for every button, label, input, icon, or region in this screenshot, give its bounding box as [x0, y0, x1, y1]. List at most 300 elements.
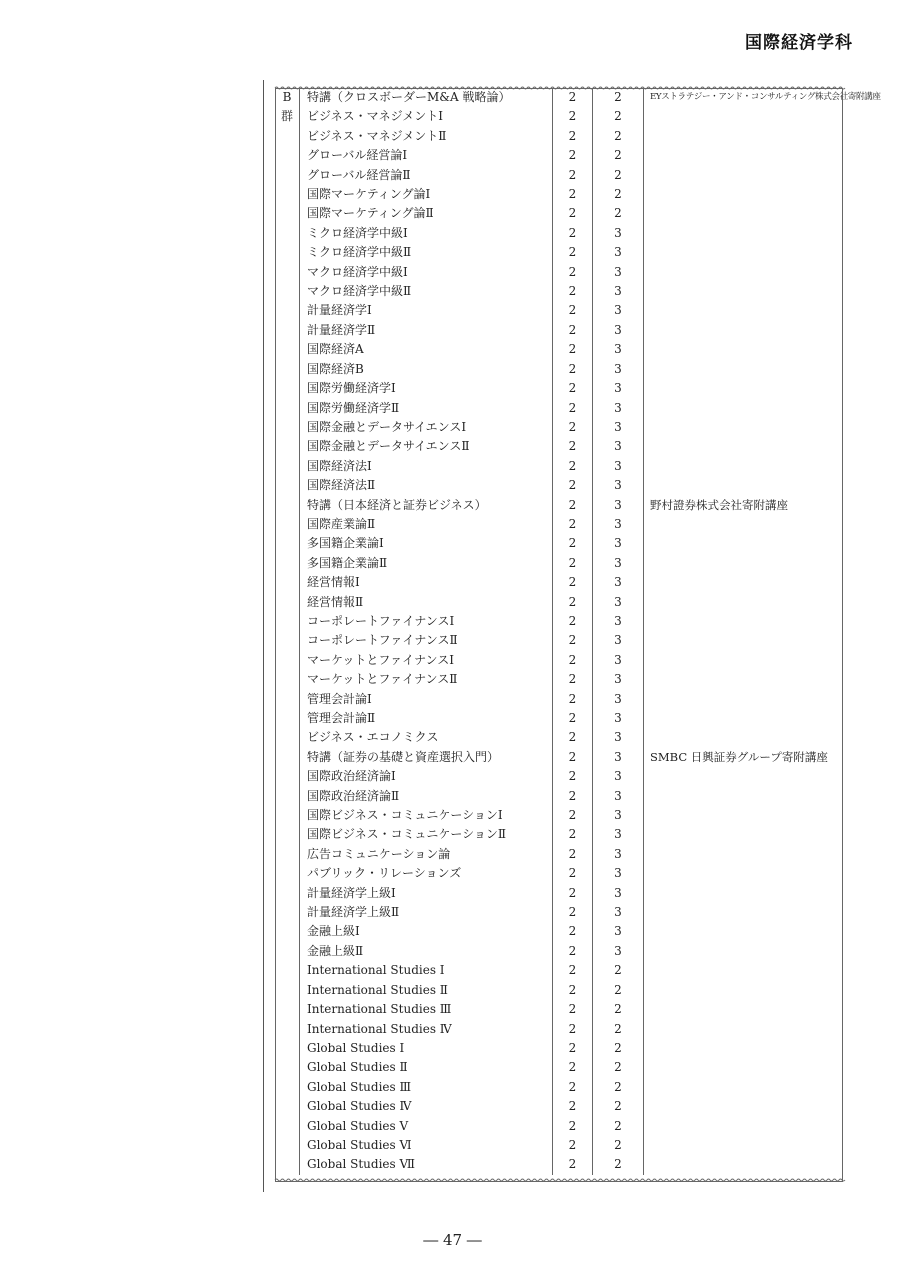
group-cell [275, 496, 300, 515]
year-value: 3 [593, 670, 644, 689]
course-name: 特講（日本経済と証券ビジネス） [300, 496, 553, 515]
credits-value: 2 [553, 922, 593, 941]
course-name: International Studies Ⅰ [300, 961, 553, 980]
year-value: 3 [593, 340, 644, 359]
credits-value: 2 [553, 515, 593, 534]
course-note [644, 787, 844, 806]
table-row [275, 884, 843, 903]
credits-value: 2 [553, 864, 593, 883]
table-row [275, 922, 843, 941]
credits-value: 2 [553, 496, 593, 515]
course-note [644, 961, 844, 980]
year-value: 2 [593, 107, 644, 126]
course-name: 経営情報Ⅱ [300, 593, 553, 612]
course-name: マクロ経済学中級Ⅰ [300, 263, 553, 282]
table-row [275, 418, 843, 437]
table-row [275, 1136, 843, 1155]
course-note [644, 942, 844, 961]
credits-value: 2 [553, 301, 593, 320]
year-value: 2 [593, 1136, 644, 1155]
credits-value: 2 [553, 321, 593, 340]
course-name: Global Studies Ⅳ [300, 1097, 553, 1116]
year-value: 2 [593, 981, 644, 1000]
table-row [275, 690, 843, 709]
group-cell [275, 884, 300, 903]
table-row [275, 845, 843, 864]
credits-value: 2 [553, 146, 593, 165]
course-note [644, 224, 844, 243]
year-value: 3 [593, 437, 644, 456]
table-row [275, 146, 843, 165]
course-note [644, 1097, 844, 1116]
group-cell [275, 418, 300, 437]
group-cell [275, 1097, 300, 1116]
year-value: 3 [593, 593, 644, 612]
group-cell [275, 127, 300, 146]
course-note [644, 612, 844, 631]
course-note [644, 243, 844, 262]
group-cell [275, 166, 300, 185]
course-name: グローバル経営論Ⅰ [300, 146, 553, 165]
course-note: SMBC 日興証券グループ寄附講座 [650, 749, 828, 764]
credits-value: 2 [553, 787, 593, 806]
course-note [644, 321, 844, 340]
credits-value: 2 [553, 224, 593, 243]
table-row [275, 864, 843, 883]
course-note [644, 1000, 844, 1019]
course-name: 国際経済法Ⅱ [300, 476, 553, 495]
course-name: International Studies Ⅱ [300, 981, 553, 1000]
credits-value: 2 [553, 534, 593, 553]
group-cell [275, 806, 300, 825]
group-cell [275, 1155, 300, 1174]
group-cell [275, 554, 300, 573]
year-value: 2 [593, 166, 644, 185]
course-note [644, 922, 844, 941]
course-name: 国際労働経済学Ⅱ [300, 399, 553, 418]
table-row [275, 728, 843, 747]
group-cell [275, 379, 300, 398]
table-row [275, 1117, 843, 1136]
course-name: 国際産業論Ⅱ [300, 515, 553, 534]
year-value: 2 [593, 1097, 644, 1116]
page-number: ― 47 ― [423, 1231, 482, 1249]
year-value: 3 [593, 825, 644, 844]
course-name: コーポレートファイナンスⅠ [300, 612, 553, 631]
table-row [275, 360, 843, 379]
table-row [275, 709, 843, 728]
credits-value: 2 [553, 1078, 593, 1097]
year-value: 2 [593, 1020, 644, 1039]
table-row [275, 1097, 843, 1116]
course-name: ビジネス・マネジメントⅠ [300, 107, 553, 126]
table-row [275, 1078, 843, 1097]
year-value: 2 [593, 127, 644, 146]
course-name: 管理会計論Ⅱ [300, 709, 553, 728]
course-name: 経営情報Ⅰ [300, 573, 553, 592]
credits-value: 2 [553, 903, 593, 922]
table-row [275, 612, 843, 631]
group-cell [275, 670, 300, 689]
course-note [644, 340, 844, 359]
course-note [644, 379, 844, 398]
group-cell [275, 457, 300, 476]
course-note [644, 670, 844, 689]
course-note [644, 728, 844, 747]
credits-value: 2 [553, 709, 593, 728]
course-name: 国際経済B [300, 360, 553, 379]
group-cell [275, 845, 300, 864]
course-name: Global Studies Ⅵ [300, 1136, 553, 1155]
course-note [644, 864, 844, 883]
group-cell [275, 922, 300, 941]
group-cell [275, 1078, 300, 1097]
year-value: 3 [593, 864, 644, 883]
group-cell [275, 1136, 300, 1155]
table-row [275, 457, 843, 476]
table-row [275, 379, 843, 398]
group-cell [275, 961, 300, 980]
credits-value: 2 [553, 593, 593, 612]
group-cell [275, 1117, 300, 1136]
course-note [644, 399, 844, 418]
credits-value: 2 [553, 612, 593, 631]
course-name: Global Studies Ⅱ [300, 1058, 553, 1077]
group-cell [275, 728, 300, 747]
credits-value: 2 [553, 476, 593, 495]
credits-value: 2 [553, 767, 593, 786]
course-note [644, 825, 844, 844]
course-name: マクロ経済学中級Ⅱ [300, 282, 553, 301]
year-value: 3 [593, 573, 644, 592]
credits-value: 2 [553, 806, 593, 825]
course-note [644, 437, 844, 456]
credits-value: 2 [553, 1020, 593, 1039]
year-value: 3 [593, 728, 644, 747]
credits-value: 2 [553, 728, 593, 747]
course-note [644, 515, 844, 534]
course-note [644, 573, 844, 592]
credits-value: 2 [553, 981, 593, 1000]
group-cell [275, 748, 300, 767]
course-name: 国際マーケティング論Ⅱ [300, 204, 553, 223]
group-cell [275, 107, 300, 126]
table-row [275, 554, 843, 573]
course-table-grid [275, 88, 881, 1175]
table-row [275, 631, 843, 650]
group-cell [275, 224, 300, 243]
course-note [644, 554, 844, 573]
credits-value: 2 [553, 1039, 593, 1058]
course-name: ビジネス・マネジメントⅡ [300, 127, 553, 146]
course-note [644, 476, 844, 495]
credits-value: 2 [553, 263, 593, 282]
credits-value: 2 [553, 573, 593, 592]
year-value: 3 [593, 224, 644, 243]
group-cell [275, 825, 300, 844]
group-cell [275, 263, 300, 282]
course-note [644, 1117, 844, 1136]
course-name: 計量経済学上級Ⅱ [300, 903, 553, 922]
table-row [275, 1155, 843, 1174]
course-note [644, 690, 844, 709]
wavy-bottom-edge [275, 1177, 843, 1183]
year-value: 3 [593, 709, 644, 728]
group-cell [275, 981, 300, 1000]
credits-value: 2 [553, 690, 593, 709]
course-note [644, 166, 844, 185]
group-cell [275, 593, 300, 612]
course-name: 国際経済法Ⅰ [300, 457, 553, 476]
year-value: 3 [593, 379, 644, 398]
course-name: 国際金融とデータサイエンスⅡ [300, 437, 553, 456]
table-row [275, 825, 843, 844]
table-row [275, 806, 843, 825]
table-row [275, 476, 843, 495]
course-note [644, 593, 844, 612]
course-name: 国際ビジネス・コミュニケーションⅠ [300, 806, 553, 825]
credits-value: 2 [553, 961, 593, 980]
year-value: 2 [593, 1058, 644, 1077]
group-cell [275, 534, 300, 553]
group-cell [275, 301, 300, 320]
table-row [275, 263, 843, 282]
table-row [275, 1058, 843, 1077]
year-value: 3 [593, 845, 644, 864]
year-value: 3 [593, 748, 644, 767]
course-note [644, 127, 844, 146]
year-value: 3 [593, 534, 644, 553]
credits-value: 2 [553, 631, 593, 650]
credits-value: 2 [553, 670, 593, 689]
credits-value: 2 [553, 651, 593, 670]
course-name: International Studies Ⅲ [300, 1000, 553, 1019]
group-cell [275, 942, 300, 961]
credits-value: 2 [553, 360, 593, 379]
year-value: 3 [593, 806, 644, 825]
credits-value: 2 [553, 166, 593, 185]
credits-value: 2 [553, 1155, 593, 1174]
group-cell [275, 787, 300, 806]
course-note [644, 534, 844, 553]
course-note [644, 806, 844, 825]
table-row [275, 166, 843, 185]
table-row [275, 767, 843, 786]
table-row [275, 224, 843, 243]
year-value: 3 [593, 476, 644, 495]
group-cell [275, 612, 300, 631]
year-value: 3 [593, 457, 644, 476]
table-row [275, 903, 843, 922]
group-cell [275, 437, 300, 456]
course-name: International Studies Ⅳ [300, 1020, 553, 1039]
course-note [644, 845, 844, 864]
group-cell [275, 282, 300, 301]
course-note [644, 1136, 844, 1155]
course-table [275, 88, 881, 1175]
year-value: 3 [593, 612, 644, 631]
group-cell [275, 1000, 300, 1019]
course-name: 特講（証券の基礎と資産選択入門） [300, 748, 553, 767]
year-value: 3 [593, 942, 644, 961]
course-note [644, 884, 844, 903]
table-row [275, 534, 843, 553]
course-note [644, 146, 844, 165]
group-cell [275, 340, 300, 359]
course-name: 国際政治経済論Ⅱ [300, 787, 553, 806]
course-name: コーポレートファイナンスⅡ [300, 631, 553, 650]
table-row [275, 748, 843, 767]
course-name: Global Studies Ⅴ [300, 1117, 553, 1136]
table-row [275, 573, 843, 592]
course-note [644, 301, 844, 320]
year-value: 3 [593, 399, 644, 418]
credits-value: 2 [553, 88, 593, 107]
group-cell [275, 185, 300, 204]
wavy-top-edge [275, 85, 843, 91]
course-note: EYストラテジー・アンド・コンサルティング株式会社寄附講座 [650, 92, 881, 102]
course-name: 国際金融とデータサイエンスⅠ [300, 418, 553, 437]
course-note [644, 903, 844, 922]
credits-value: 2 [553, 282, 593, 301]
group-cell [275, 767, 300, 786]
group-label-top: B [282, 90, 292, 104]
course-name: 計量経済学上級Ⅰ [300, 884, 553, 903]
group-cell [275, 631, 300, 650]
course-name: 多国籍企業論Ⅱ [300, 554, 553, 573]
year-value: 2 [593, 204, 644, 223]
table-row [275, 515, 843, 534]
course-note [644, 709, 844, 728]
table-row [275, 593, 843, 612]
course-name: 計量経済学Ⅱ [300, 321, 553, 340]
group-cell [275, 864, 300, 883]
course-note [644, 360, 844, 379]
credits-value: 2 [553, 418, 593, 437]
course-name: 金融上級Ⅰ [300, 922, 553, 941]
year-value: 3 [593, 515, 644, 534]
credits-value: 2 [553, 845, 593, 864]
year-value: 3 [593, 631, 644, 650]
table-row [275, 1039, 843, 1058]
table-row [275, 787, 843, 806]
table-row [275, 107, 843, 126]
course-table-body [275, 88, 881, 1175]
year-value: 2 [593, 185, 644, 204]
table-row [275, 1020, 843, 1039]
group-cell [275, 476, 300, 495]
course-note [644, 1078, 844, 1097]
course-name: 国際労働経済学Ⅰ [300, 379, 553, 398]
group-cell [275, 146, 300, 165]
credits-value: 2 [553, 340, 593, 359]
year-value: 3 [593, 360, 644, 379]
table-row [275, 981, 843, 1000]
course-name: グローバル経営論Ⅱ [300, 166, 553, 185]
group-cell [275, 360, 300, 379]
course-note [644, 767, 844, 786]
course-note [644, 263, 844, 282]
course-name: マーケットとファイナンスⅠ [300, 651, 553, 670]
credits-value: 2 [553, 437, 593, 456]
year-value: 2 [593, 1039, 644, 1058]
group-cell [275, 1058, 300, 1077]
course-name: 管理会計論Ⅰ [300, 690, 553, 709]
course-note [644, 1020, 844, 1039]
year-value: 3 [593, 301, 644, 320]
credits-value: 2 [553, 1058, 593, 1077]
table-row [275, 670, 843, 689]
year-value: 2 [593, 146, 644, 165]
course-note [644, 631, 844, 650]
group-cell [275, 243, 300, 262]
course-note [644, 204, 844, 223]
group-cell [275, 1020, 300, 1039]
credits-value: 2 [553, 884, 593, 903]
year-value: 3 [593, 263, 644, 282]
group-cell [275, 573, 300, 592]
margin-rule [263, 80, 264, 1192]
year-value: 2 [593, 88, 644, 107]
year-value: 3 [593, 787, 644, 806]
credits-value: 2 [553, 825, 593, 844]
course-name: Global Studies Ⅶ [300, 1155, 553, 1174]
credits-value: 2 [553, 554, 593, 573]
year-value: 2 [593, 1117, 644, 1136]
course-name: ミクロ経済学中級Ⅱ [300, 243, 553, 262]
table-row [275, 942, 843, 961]
year-value: 3 [593, 418, 644, 437]
course-name: 国際政治経済論Ⅰ [300, 767, 553, 786]
year-value: 3 [593, 903, 644, 922]
credits-value: 2 [553, 204, 593, 223]
credits-value: 2 [553, 243, 593, 262]
table-row [275, 243, 843, 262]
table-row [275, 437, 843, 456]
table-row [275, 399, 843, 418]
credits-value: 2 [553, 1097, 593, 1116]
year-value: 2 [593, 961, 644, 980]
table-row [275, 301, 843, 320]
group-cell [275, 690, 300, 709]
course-name: パブリック・リレーションズ [300, 864, 553, 883]
course-name: 計量経済学Ⅰ [300, 301, 553, 320]
group-cell [275, 651, 300, 670]
group-label-bottom: 群 [280, 109, 293, 124]
course-name: 多国籍企業論Ⅰ [300, 534, 553, 553]
table-row [275, 961, 843, 980]
table-row [275, 185, 843, 204]
course-name: 特講（クロスボーダーM&A 戦略論） [300, 88, 553, 107]
credits-value: 2 [553, 457, 593, 476]
course-note [644, 185, 844, 204]
group-cell [275, 399, 300, 418]
group-cell [275, 709, 300, 728]
group-cell [275, 903, 300, 922]
credits-value: 2 [553, 127, 593, 146]
credits-value: 2 [553, 1000, 593, 1019]
year-value: 2 [593, 1000, 644, 1019]
course-name: 国際マーケティング論Ⅰ [300, 185, 553, 204]
table-row [275, 321, 843, 340]
course-name: 国際ビジネス・コミュニケーションⅡ [300, 825, 553, 844]
course-note [644, 418, 844, 437]
course-note [644, 457, 844, 476]
course-name: 広告コミュニケーション論 [300, 845, 553, 864]
course-note [644, 282, 844, 301]
year-value: 2 [593, 1078, 644, 1097]
year-value: 3 [593, 767, 644, 786]
